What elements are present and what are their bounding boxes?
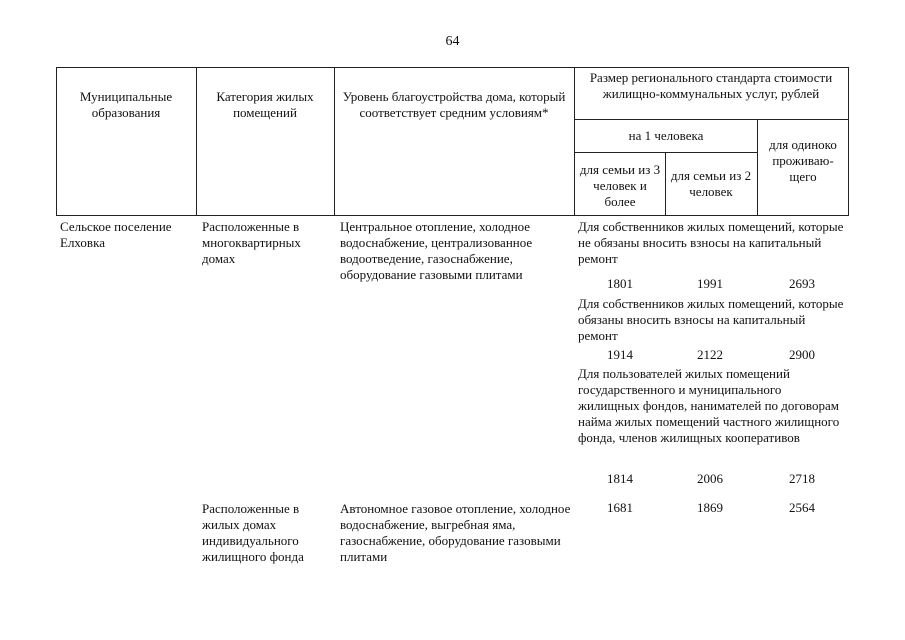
sub-label-owners-obliged: Для собственников жилых помещений, которые обязаны вносить взносы на капитальный ремонт [578,296,844,343]
header-single-resident: для одиноко проживаю-щего [769,137,837,184]
header-family-2: для семьи из 2 человек [670,168,752,199]
cell-improvement-level-1: Центральное отопление, холодное водоснабжение, централизованное водоотведение, газоснабжение, оборудование газовыми плитами [340,219,533,282]
value-family2: 1869 [697,500,723,515]
sub-label-tenants: Для пользователей жилых помещений государственного и муниципального жилищных фондов, нанимателей по договорам найма жилых помещений частного жилищного фонда, членов жилищных кооперативов [578,366,840,445]
value-single: 2564 [789,500,815,515]
cell-category-apartment-buildings: Расположенные в многоквартирных домах [202,219,301,266]
value-single: 2900 [789,347,815,362]
sub-label-owners-not-obliged: Для собственников жилых помещений, которые не обязаны вносить взносы на капитальный ремонт [578,219,844,266]
value-family3: 1801 [607,276,633,291]
header-standard-size: Размер регионального стандарта стоимости жилищно-коммунальных услуг, рублей [589,70,833,101]
value-single: 2693 [789,276,815,291]
value-family3: 1914 [607,347,633,362]
page-number: 64 [445,34,460,49]
value-family2: 2122 [697,347,723,362]
header-family-3-plus: для семьи из 3 человек и более [579,162,661,209]
value-family2: 2006 [697,471,723,486]
value-family3: 1814 [607,471,633,486]
cell-municipality: Сельское поселение Елховка [60,219,172,250]
header-improvement-level: Уровень благоустройства дома, который соответствует средним условиям* [342,89,566,120]
value-family2: 1991 [697,276,723,291]
cell-category-individual-houses: Расположенные в жилых домах индивидуального жилищного фонда [202,501,304,564]
header-per-person: на 1 человека [628,128,704,143]
value-family3: 1681 [607,500,633,515]
header-category: Категория жилых помещений [216,89,314,120]
value-single: 2718 [789,471,815,486]
header-municipalities: Муниципальные образования [79,89,173,120]
cell-improvement-level-2: Автономное газовое отопление, холодное водоснабжение, выгребная яма, газоснабжение, оборудование газовыми плитами [340,501,571,564]
